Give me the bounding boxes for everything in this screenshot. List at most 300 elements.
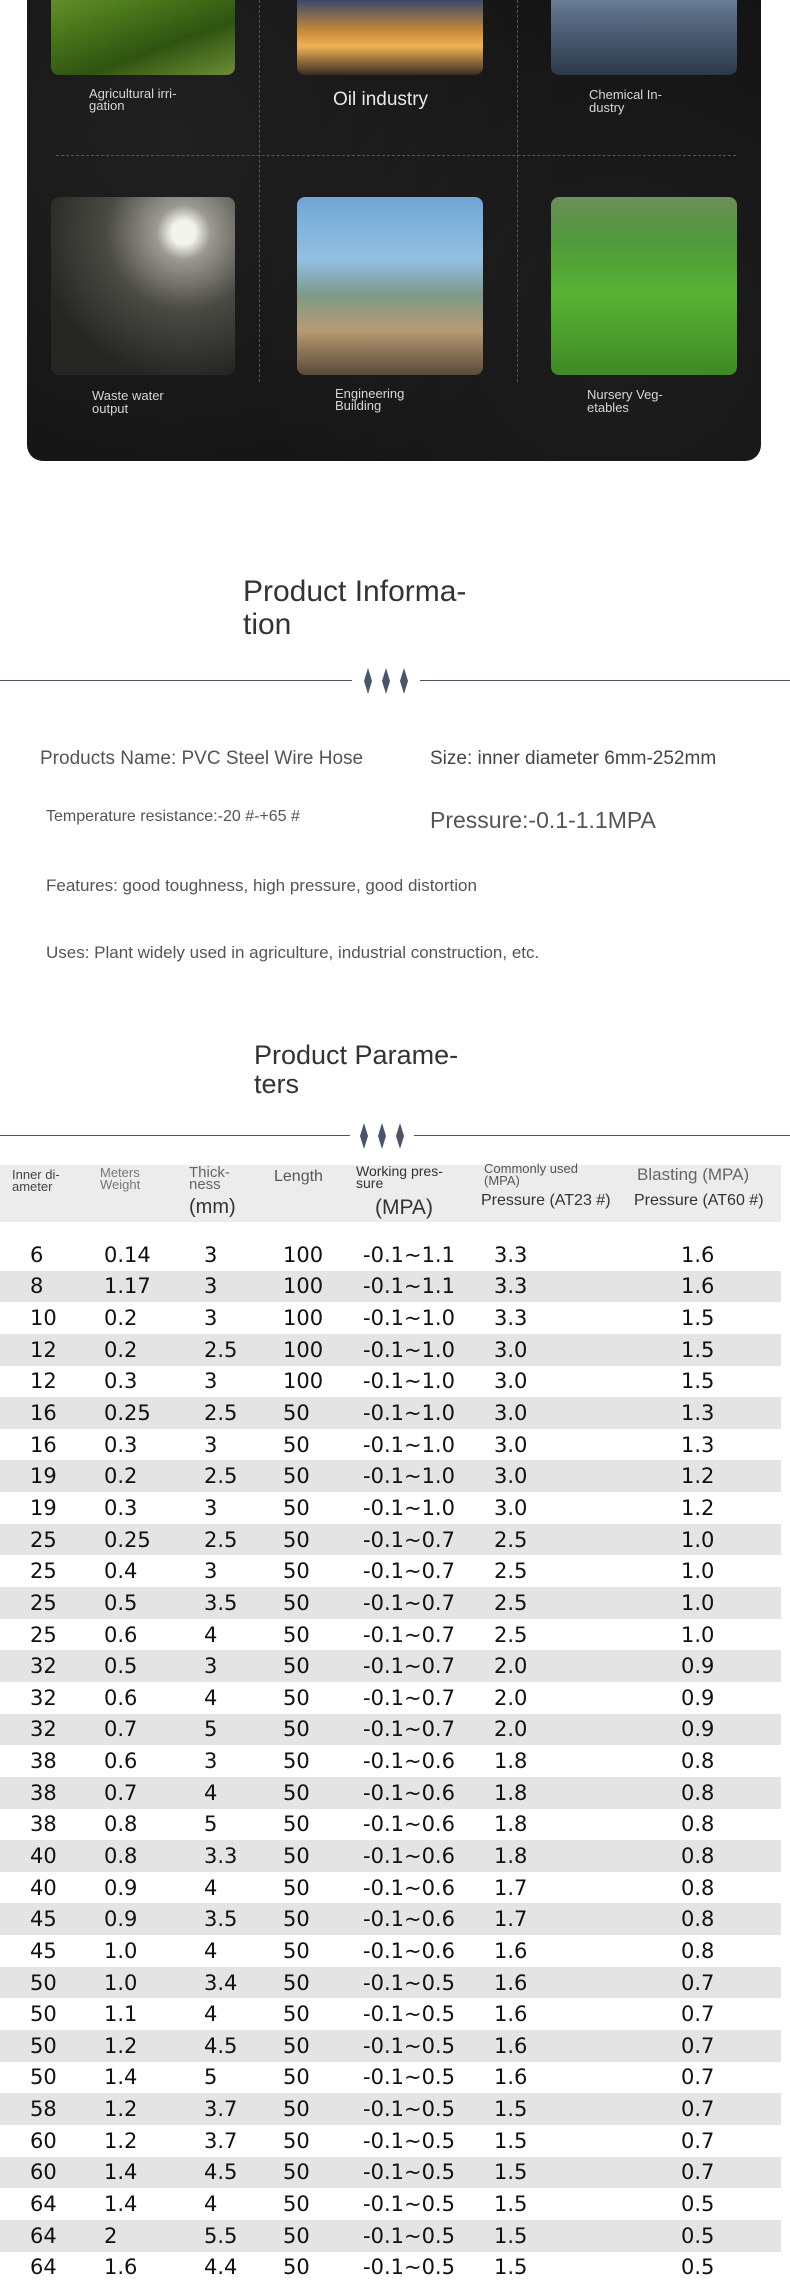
cell-inner-diameter: 64	[30, 2255, 57, 2280]
cell-weight: 1.6	[104, 2255, 138, 2280]
cell-length: 50	[283, 2065, 310, 2090]
cell-thickness: 4.4	[204, 2255, 238, 2280]
cell-blasting-pressure: 0.9	[681, 1685, 715, 1710]
cell-common-pressure: 3.0	[494, 1464, 528, 1489]
cell-blasting-pressure: 1.0	[681, 1622, 715, 1647]
cell-thickness: 3	[204, 1306, 218, 1331]
cell-inner-diameter: 38	[30, 1749, 57, 1774]
cell-working-pressure: -0.1~0.6	[363, 1843, 455, 1868]
table-row	[0, 1366, 781, 1398]
cell-weight: 0.25	[104, 1527, 151, 1552]
table-row	[0, 1397, 781, 1429]
cell-inner-diameter: 32	[30, 1654, 57, 1679]
construction-photo	[297, 197, 483, 375]
cell-common-pressure: 1.7	[494, 1907, 528, 1932]
cell-inner-diameter: 25	[30, 1527, 57, 1552]
cell-working-pressure: -0.1~0.7	[363, 1527, 455, 1552]
cell-blasting-pressure: 0.7	[681, 2160, 715, 2185]
cell-blasting-pressure: 0.7	[681, 2097, 715, 2122]
table-row	[0, 1650, 781, 1682]
cell-thickness: 2.5	[204, 1337, 238, 1362]
cell-working-pressure: -0.1~0.7	[363, 1685, 455, 1710]
cell-blasting-pressure: 1.3	[681, 1401, 715, 1426]
cell-common-pressure: 3.0	[494, 1337, 528, 1362]
cell-working-pressure: -0.1~1.0	[363, 1369, 455, 1394]
product-size: Size: inner diameter 6mm-252mm	[430, 748, 717, 769]
cell-length: 50	[283, 1780, 310, 1805]
cell-weight: 0.3	[104, 1495, 138, 1520]
cell-weight: 0.6	[104, 1622, 138, 1647]
cell-inner-diameter: 38	[30, 1780, 57, 1805]
table-row	[0, 1967, 781, 1999]
cell-inner-diameter: 25	[30, 1622, 57, 1647]
cell-thickness: 5	[204, 1717, 218, 1742]
cell-common-pressure: 1.6	[494, 1970, 528, 1995]
cell-inner-diameter: 40	[30, 1843, 57, 1868]
table-row	[0, 1714, 781, 1746]
application-caption: Waste water output	[92, 388, 164, 416]
cell-common-pressure: 1.6	[494, 2033, 528, 2058]
cell-thickness: 4	[204, 2002, 218, 2027]
cell-inner-diameter: 16	[30, 1432, 57, 1457]
cell-common-pressure: 2.5	[494, 1559, 528, 1584]
cell-inner-diameter: 32	[30, 1717, 57, 1742]
application-caption: Chemical In- dustry	[589, 87, 662, 115]
cell-inner-diameter: 50	[30, 2033, 57, 2058]
table-header	[0, 1161, 781, 1222]
cell-weight: 0.2	[104, 1464, 138, 1489]
cell-common-pressure: 3.3	[494, 1306, 528, 1331]
cell-length: 50	[283, 1495, 310, 1520]
cell-common-pressure: 1.5	[494, 2097, 528, 2122]
cell-length: 100	[283, 1242, 324, 1267]
cell-thickness: 4.5	[204, 2033, 238, 2058]
cell-length: 50	[283, 1685, 310, 1710]
cell-thickness: 2.5	[204, 1401, 238, 1426]
cell-inner-diameter: 64	[30, 2223, 57, 2248]
cell-working-pressure: -0.1~1.0	[363, 1464, 455, 1489]
cell-working-pressure: -0.1~1.0	[363, 1432, 455, 1457]
cell-weight: 0.6	[104, 1749, 138, 1774]
cell-length: 50	[283, 2160, 310, 2185]
cell-blasting-pressure: 0.8	[681, 1875, 715, 1900]
applications-panel	[27, 0, 761, 461]
cell-weight: 0.25	[104, 1401, 151, 1426]
cell-blasting-pressure: 1.2	[681, 1495, 715, 1520]
cell-working-pressure: -0.1~1.0	[363, 1495, 455, 1520]
cell-thickness: 5.5	[204, 2223, 238, 2248]
cell-length: 50	[283, 1875, 310, 1900]
cell-inner-diameter: 40	[30, 1875, 57, 1900]
cell-blasting-pressure: 0.7	[681, 2128, 715, 2153]
cell-working-pressure: -0.1~0.7	[363, 1559, 455, 1584]
cell-length: 50	[283, 2033, 310, 2058]
table-row	[0, 2030, 781, 2062]
cell-inner-diameter: 6	[30, 1242, 44, 1267]
cell-length: 50	[283, 1464, 310, 1489]
cell-working-pressure: -0.1~0.7	[363, 1654, 455, 1679]
cell-working-pressure: -0.1~0.5	[363, 2065, 455, 2090]
cell-common-pressure: 1.6	[494, 2065, 528, 2090]
product-parameters-title: Product Parame- ters	[254, 1040, 459, 1099]
cell-blasting-pressure: 1.5	[681, 1369, 715, 1394]
cell-thickness: 3	[204, 1654, 218, 1679]
cell-length: 50	[283, 1812, 310, 1837]
cell-weight: 1.4	[104, 2192, 138, 2217]
cell-length: 50	[283, 2128, 310, 2153]
cell-inner-diameter: 32	[30, 1685, 57, 1710]
table-row	[0, 1524, 781, 1556]
cell-weight: 0.7	[104, 1717, 138, 1742]
cell-common-pressure: 1.5	[494, 2128, 528, 2153]
cell-inner-diameter: 16	[30, 1401, 57, 1426]
parameters-table-body	[0, 1239, 781, 2283]
cell-length: 50	[283, 1749, 310, 1774]
cell-common-pressure: 3.0	[494, 1432, 528, 1457]
cell-length: 50	[283, 1717, 310, 1742]
cell-weight: 2	[104, 2223, 118, 2248]
application-caption: Engineering Building	[335, 386, 405, 413]
cell-length: 50	[283, 2192, 310, 2217]
cell-thickness: 3	[204, 1274, 218, 1299]
cell-weight: 0.8	[104, 1843, 138, 1868]
cell-blasting-pressure: 1.0	[681, 1559, 715, 1584]
cell-working-pressure: -0.1~0.5	[363, 2255, 455, 2280]
cell-weight: 0.5	[104, 1590, 138, 1615]
cell-weight: 1.4	[104, 2160, 138, 2185]
cell-blasting-pressure: 1.2	[681, 1464, 715, 1489]
cell-blasting-pressure: 0.8	[681, 1749, 715, 1774]
table-row	[0, 2157, 781, 2189]
cell-thickness: 3.4	[204, 1970, 238, 1995]
cell-thickness: 3.3	[204, 1843, 238, 1868]
cell-common-pressure: 3.0	[494, 1369, 528, 1394]
row-divider	[56, 155, 736, 156]
table-row	[0, 1239, 781, 1271]
cell-blasting-pressure: 0.7	[681, 2002, 715, 2027]
cell-inner-diameter: 64	[30, 2192, 57, 2217]
cell-weight: 1.2	[104, 2128, 138, 2153]
cell-length: 50	[283, 2097, 310, 2122]
cell-common-pressure: 3.0	[494, 1401, 528, 1426]
cell-weight: 1.17	[104, 1274, 151, 1299]
cell-inner-diameter: 8	[30, 1274, 44, 1299]
cell-length: 50	[283, 1907, 310, 1932]
table-row	[0, 1809, 781, 1841]
cell-length: 100	[283, 1337, 324, 1362]
cell-working-pressure: -0.1~0.5	[363, 2128, 455, 2153]
cell-thickness: 4	[204, 2192, 218, 2217]
cell-blasting-pressure: 1.6	[681, 1274, 715, 1299]
cell-inner-diameter: 10	[30, 1306, 57, 1331]
cell-blasting-pressure: 1.5	[681, 1337, 715, 1362]
cell-blasting-pressure: 0.9	[681, 1717, 715, 1742]
cell-inner-diameter: 25	[30, 1590, 57, 1615]
application-caption: Agricultural irri- gation	[89, 86, 177, 113]
header-working-pressure: Working pres- sure	[356, 1163, 443, 1191]
cell-common-pressure: 3.0	[494, 1495, 528, 1520]
cell-length: 100	[283, 1306, 324, 1331]
cell-thickness: 3	[204, 1495, 218, 1520]
nursery-photo	[551, 197, 737, 375]
cell-blasting-pressure: 1.5	[681, 1306, 715, 1331]
cell-thickness: 4	[204, 1685, 218, 1710]
table-row	[0, 1271, 781, 1303]
header-blasting-bottom: Pressure (AT60 #)	[634, 1192, 764, 1209]
product-features: Features: good toughness, high pressure, good distortion	[46, 876, 477, 895]
cell-working-pressure: -0.1~0.6	[363, 1749, 455, 1774]
cell-blasting-pressure: 0.8	[681, 1938, 715, 1963]
header-common-top: Commonly used (MPA)	[484, 1161, 578, 1188]
cell-inner-diameter: 60	[30, 2128, 57, 2153]
table-row	[0, 1429, 781, 1461]
column-divider	[259, 0, 260, 382]
cell-working-pressure: -0.1~0.6	[363, 1812, 455, 1837]
cell-common-pressure: 2.0	[494, 1717, 528, 1742]
cell-common-pressure: 1.5	[494, 2255, 528, 2280]
cell-length: 50	[283, 1938, 310, 1963]
product-uses: Uses: Plant widely used in agriculture, industrial construction, etc.	[46, 943, 540, 962]
cell-blasting-pressure: 0.7	[681, 1970, 715, 1995]
cell-blasting-pressure: 0.5	[681, 2223, 715, 2248]
cell-thickness: 3.7	[204, 2097, 238, 2122]
table-row	[0, 1492, 781, 1524]
cell-common-pressure: 1.6	[494, 2002, 528, 2027]
cell-thickness: 3.5	[204, 1590, 238, 1615]
cell-length: 50	[283, 1559, 310, 1584]
cell-inner-diameter: 38	[30, 1812, 57, 1837]
cell-working-pressure: -0.1~0.6	[363, 1938, 455, 1963]
cell-working-pressure: -0.1~0.7	[363, 1590, 455, 1615]
cell-blasting-pressure: 1.0	[681, 1590, 715, 1615]
cell-weight: 0.5	[104, 1654, 138, 1679]
cell-thickness: 3.5	[204, 1907, 238, 1932]
cell-thickness: 5	[204, 2065, 218, 2090]
cell-thickness: 3	[204, 1749, 218, 1774]
cell-inner-diameter: 19	[30, 1464, 57, 1489]
cell-working-pressure: -0.1~0.7	[363, 1717, 455, 1742]
cell-weight: 0.9	[104, 1875, 138, 1900]
cell-weight: 0.3	[104, 1432, 138, 1457]
refinery-photo	[297, 0, 483, 75]
cell-length: 50	[283, 2002, 310, 2027]
table-row	[0, 1302, 781, 1334]
table-row	[0, 1555, 781, 1587]
cell-working-pressure: -0.1~1.0	[363, 1401, 455, 1426]
cell-length: 50	[283, 1432, 310, 1457]
cell-weight: 0.2	[104, 1337, 138, 1362]
cell-thickness: 4.5	[204, 2160, 238, 2185]
table-row	[0, 2125, 781, 2157]
cell-common-pressure: 1.5	[494, 2223, 528, 2248]
cell-common-pressure: 1.8	[494, 1843, 528, 1868]
header-common-bottom: Pressure (AT23 #)	[481, 1192, 611, 1209]
cell-inner-diameter: 12	[30, 1369, 57, 1394]
cell-blasting-pressure: 0.9	[681, 1654, 715, 1679]
column-divider	[517, 0, 518, 382]
irrigation-photo	[51, 0, 235, 75]
product-temperature: Temperature resistance:-20 #-+65 #	[46, 808, 300, 825]
cell-weight: 1.0	[104, 1938, 138, 1963]
cell-blasting-pressure: 0.8	[681, 1843, 715, 1868]
cell-blasting-pressure: 0.7	[681, 2033, 715, 2058]
cell-length: 50	[283, 1590, 310, 1615]
cell-working-pressure: -0.1~0.6	[363, 1780, 455, 1805]
cell-common-pressure: 1.6	[494, 1938, 528, 1963]
header-weight: Meters Weight	[100, 1165, 141, 1192]
header-working-unit: (MPA)	[375, 1196, 433, 1219]
cell-thickness: 3	[204, 1369, 218, 1394]
cell-working-pressure: -0.1~0.5	[363, 2223, 455, 2248]
cell-weight: 0.14	[104, 1242, 151, 1267]
cell-working-pressure: -0.1~0.6	[363, 1875, 455, 1900]
cell-weight: 1.2	[104, 2097, 138, 2122]
header-thickness-unit: (mm)	[189, 1196, 236, 1218]
cell-weight: 1.1	[104, 2002, 138, 2027]
cell-inner-diameter: 45	[30, 1938, 57, 1963]
application-caption: Oil industry	[333, 89, 429, 110]
cell-inner-diameter: 58	[30, 2097, 57, 2122]
cell-common-pressure: 1.8	[494, 1749, 528, 1774]
cell-blasting-pressure: 0.8	[681, 1780, 715, 1805]
cell-length: 50	[283, 1843, 310, 1868]
cell-blasting-pressure: 0.5	[681, 2255, 715, 2280]
cell-weight: 0.8	[104, 1812, 138, 1837]
cell-working-pressure: -0.1~0.5	[363, 2002, 455, 2027]
cell-weight: 1.2	[104, 2033, 138, 2058]
header-inner-diameter: Inner di- ameter	[12, 1167, 60, 1194]
cell-weight: 1.4	[104, 2065, 138, 2090]
cell-thickness: 4	[204, 1875, 218, 1900]
cell-weight: 0.3	[104, 1369, 138, 1394]
cell-weight: 0.9	[104, 1907, 138, 1932]
cell-thickness: 3.7	[204, 2128, 238, 2153]
cell-common-pressure: 2.5	[494, 1622, 528, 1647]
cell-common-pressure: 2.5	[494, 1527, 528, 1552]
cell-blasting-pressure: 0.8	[681, 1812, 715, 1837]
application-caption: Nursery Veg- etables	[587, 387, 663, 415]
cell-common-pressure: 1.8	[494, 1812, 528, 1837]
product-info-title: Product Informa- tion	[243, 575, 467, 641]
cell-blasting-pressure: 0.8	[681, 1907, 715, 1932]
cell-thickness: 4	[204, 1622, 218, 1647]
table-row	[0, 2252, 781, 2284]
table-row	[0, 1903, 781, 1935]
table-row	[0, 1334, 781, 1366]
cell-working-pressure: -0.1~0.5	[363, 2097, 455, 2122]
cell-working-pressure: -0.1~0.5	[363, 2160, 455, 2185]
cell-thickness: 3	[204, 1242, 218, 1267]
cell-common-pressure: 2.0	[494, 1685, 528, 1710]
table-row	[0, 1777, 781, 1809]
diamond-ornament-icon	[356, 1121, 408, 1151]
table-row	[0, 1840, 781, 1872]
cell-thickness: 4	[204, 1938, 218, 1963]
cell-thickness: 2.5	[204, 1527, 238, 1552]
cell-working-pressure: -0.1~1.1	[363, 1242, 455, 1267]
cell-thickness: 4	[204, 1780, 218, 1805]
table-row	[0, 2062, 781, 2094]
cell-length: 50	[283, 1654, 310, 1679]
tunnel-photo	[51, 197, 235, 375]
section-divider	[0, 666, 790, 696]
cell-weight: 0.6	[104, 1685, 138, 1710]
cell-thickness: 5	[204, 1812, 218, 1837]
cell-common-pressure: 2.0	[494, 1654, 528, 1679]
cell-working-pressure: -0.1~1.0	[363, 1337, 455, 1362]
chemical-plant-photo	[551, 0, 737, 75]
cell-inner-diameter: 12	[30, 1337, 57, 1362]
cell-length: 50	[283, 1970, 310, 1995]
cell-length: 50	[283, 2255, 310, 2280]
cell-inner-diameter: 60	[30, 2160, 57, 2185]
cell-weight: 1.0	[104, 1970, 138, 1995]
cell-thickness: 3	[204, 1559, 218, 1584]
cell-thickness: 2.5	[204, 1464, 238, 1489]
cell-inner-diameter: 50	[30, 1970, 57, 1995]
header-blasting-top: Blasting (MPA)	[637, 1165, 750, 1184]
table-row	[0, 1587, 781, 1619]
table-row	[0, 1619, 781, 1651]
cell-length: 50	[283, 1622, 310, 1647]
cell-length: 100	[283, 1369, 324, 1394]
cell-weight: 0.4	[104, 1559, 138, 1584]
header-length: Length	[274, 1168, 323, 1185]
cell-common-pressure: 1.5	[494, 2192, 528, 2217]
cell-inner-diameter: 50	[30, 2065, 57, 2090]
cell-common-pressure: 1.7	[494, 1875, 528, 1900]
product-name: Products Name: PVC Steel Wire Hose	[40, 748, 364, 769]
table-row	[0, 1460, 781, 1492]
cell-common-pressure: 3.3	[494, 1242, 528, 1267]
diamond-ornament-icon	[360, 666, 412, 696]
table-row	[0, 1935, 781, 1967]
cell-length: 50	[283, 1527, 310, 1552]
cell-working-pressure: -0.1~1.0	[363, 1306, 455, 1331]
cell-inner-diameter: 50	[30, 2002, 57, 2027]
cell-working-pressure: -0.1~0.5	[363, 2033, 455, 2058]
table-row	[0, 1745, 781, 1777]
cell-blasting-pressure: 0.5	[681, 2192, 715, 2217]
cell-thickness: 3	[204, 1432, 218, 1457]
header-thickness: Thick- ness	[189, 1164, 230, 1193]
cell-working-pressure: -0.1~0.5	[363, 1970, 455, 1995]
table-row	[0, 2220, 781, 2252]
table-row	[0, 1872, 781, 1904]
cell-working-pressure: -0.1~0.7	[363, 1622, 455, 1647]
cell-weight: 0.2	[104, 1306, 138, 1331]
cell-inner-diameter: 19	[30, 1495, 57, 1520]
cell-blasting-pressure: 1.0	[681, 1527, 715, 1552]
table-row	[0, 2093, 781, 2125]
section-divider	[0, 1121, 790, 1151]
cell-inner-diameter: 25	[30, 1559, 57, 1584]
cell-length: 50	[283, 2223, 310, 2248]
cell-weight: 0.7	[104, 1780, 138, 1805]
cell-working-pressure: -0.1~0.6	[363, 1907, 455, 1932]
cell-working-pressure: -0.1~1.1	[363, 1274, 455, 1299]
cell-blasting-pressure: 1.3	[681, 1432, 715, 1457]
product-pressure: Pressure:-0.1-1.1MPA	[430, 807, 656, 833]
cell-working-pressure: -0.1~0.5	[363, 2192, 455, 2217]
cell-blasting-pressure: 1.6	[681, 1242, 715, 1267]
cell-blasting-pressure: 0.7	[681, 2065, 715, 2090]
cell-common-pressure: 1.8	[494, 1780, 528, 1805]
table-row	[0, 1998, 781, 2030]
cell-inner-diameter: 45	[30, 1907, 57, 1932]
cell-length: 100	[283, 1274, 324, 1299]
cell-common-pressure: 3.3	[494, 1274, 528, 1299]
